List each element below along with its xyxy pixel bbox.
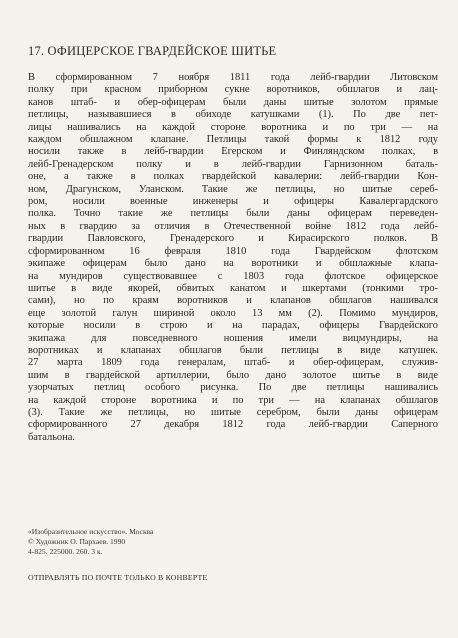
body-line: оне, а также в полках гвардейской кавалерии: лейб-гвардии Кон- (28, 171, 438, 183)
body-line: на каждой стороне воротника и по три — на клапанах обшлагов (28, 394, 438, 406)
body-line: лейб-Гренадерском полку и в лейб-гвардии Гарнизонном баталь- (28, 158, 438, 170)
body-line: ных в гвардию за отличия в Отечественной войне 1812 года лейб- (28, 220, 438, 232)
body-line: лицы нашивались на каждой стороне воротника и по три — на (28, 121, 438, 133)
body-line: полка. Точно такие же петлицы были даны офицерам переведен- (28, 208, 438, 220)
body-line: которые носили в строю и на парадах, офицеры Гвардейского (28, 320, 438, 332)
body-line: шим в гвардейской артиллерии, было дано золотое шитье в виде (28, 369, 438, 381)
body-line: петлицы, называвшиеся в обиходе катушками (1). По две пет- (28, 109, 438, 121)
body-line: сформированном 16 февраля 1810 года Гвардейском флотском (28, 245, 438, 257)
body-line: шитье в виде якорей, обвитых канатом и шкертами (тонкими тро- (28, 282, 438, 294)
imprint-code: 4-825. 225000. 260. 3 к. (28, 547, 103, 556)
body-line: воротниках и клапанах обшлагов были петлицы в виде катушек. (28, 344, 438, 356)
imprint-block (28, 527, 328, 557)
body-line: ром, носили военные инженеры и офицеры Кавалергардского (28, 196, 438, 208)
body-line: экипажа для повседневного ношения имели вицмундиры, на (28, 332, 438, 344)
body-line: (3). Такие же петлицы, но шитые серебром, были даны офицерам (28, 406, 438, 418)
body-line: носили также в лейб-гвардии Егерском и Финляндском полках, в (28, 146, 438, 158)
body-line: канов штаб- и обер-офицерам были даны шитые золотом прямые (28, 96, 438, 108)
body-line: 27 марта 1809 года генералам, штаб- и обер-офицерам, служив- (28, 357, 438, 369)
body-line: полку при красном приборном сукне воротников, обшлагов и лац- (28, 84, 438, 96)
body-line: батальона. (28, 431, 75, 443)
body-line: узорчатых петлиц особого рисунка. По две петлицы нашивались (28, 382, 438, 394)
body-line: сформированного 27 декабря 1812 года лейб-гвардии Саперного (28, 419, 438, 431)
body-line: экипаже офицерам было дано на воротники и обшлажные клапа- (28, 258, 438, 270)
body-line: каждом обшлажном клапане. Петлицы такой формы к 1812 году (28, 134, 438, 146)
body-line: гвардии Павловского, Гренадерского и Кирасирского полков. В (28, 233, 438, 245)
section-heading: 17. ОФИЦЕРСКОЕ ГВАРДЕЙСКОЕ ШИТЬЕ (28, 44, 277, 58)
body-line: на мундиров существовавшее с 1803 года флотское офицерское (28, 270, 438, 282)
mail-instruction: ОТПРАВЛЯТЬ ПО ПОЧТЕ ТОЛЬКО В КОНВЕРТЕ (28, 573, 208, 582)
imprint-publisher: «Изобразительное искусство». Москва (28, 527, 154, 536)
body-line: В сформированном 7 ноября 1811 года лейб-гвардии Литовском (28, 72, 438, 83)
body-text (28, 72, 438, 444)
imprint-artist: © Художник О. Пархаев. 1990 (28, 537, 126, 546)
body-line: еще золотой галун шириной около 13 мм (2). Помимо мундиров, (28, 307, 438, 319)
body-line: сами), но по краям воротников и клапанов обшлагов нашивался (28, 295, 438, 307)
body-line: ном, Драгунском, Уланском. Такие же петлицы, но шитые сереб- (28, 183, 438, 195)
